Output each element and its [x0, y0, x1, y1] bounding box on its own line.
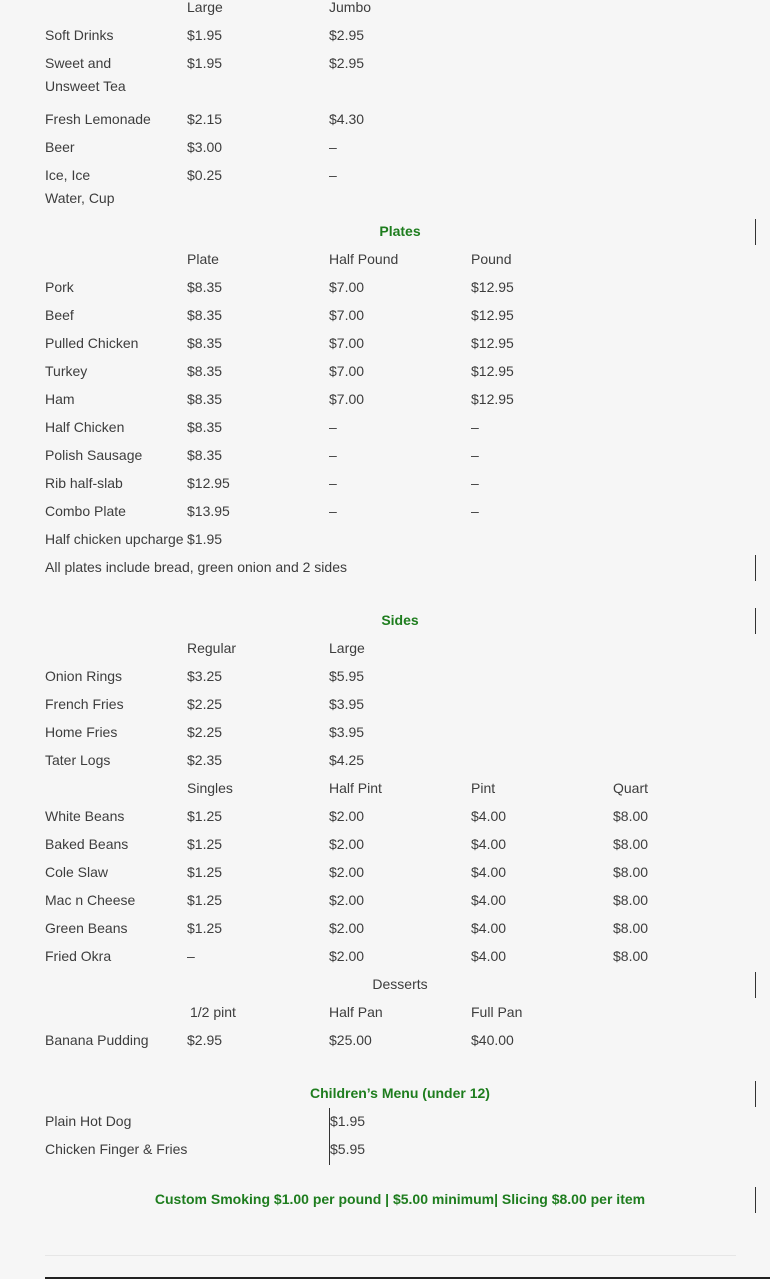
table-border [755, 608, 756, 634]
price-cell: – [471, 447, 479, 463]
column-header: Pint [471, 780, 496, 796]
item-name: Mac n Cheese [45, 892, 136, 908]
price-cell: $4.00 [471, 864, 507, 880]
item-name: Chicken Finger & Fries [45, 1141, 188, 1157]
price-cell: $2.95 [187, 1032, 223, 1048]
column-header: Regular [187, 640, 237, 656]
item-name: Ham [45, 391, 75, 407]
item-name: White Beans [45, 808, 125, 824]
children-table-divider [329, 1108, 330, 1165]
price-cell: $1.25 [187, 836, 223, 852]
price-cell: $3.95 [329, 724, 365, 740]
price-cell: $8.00 [613, 920, 649, 936]
price-cell: $8.00 [613, 892, 649, 908]
table-border [755, 1081, 756, 1107]
price-cell: $8.35 [187, 279, 223, 295]
price-cell: $8.35 [187, 335, 223, 351]
price-cell: – [187, 948, 195, 964]
price-cell: $1.25 [187, 892, 223, 908]
price-cell: $2.00 [329, 948, 365, 964]
price-cell: $4.00 [471, 948, 507, 964]
price-cell: $4.00 [471, 836, 507, 852]
item-name: Beer [45, 139, 75, 155]
section-title-desserts: Desserts [372, 976, 428, 992]
price-cell: $4.00 [471, 892, 507, 908]
price-cell: – [329, 167, 337, 183]
item-name: Rib half-slab [45, 475, 123, 491]
price-cell: $2.25 [187, 696, 223, 712]
table-border [755, 1187, 756, 1213]
price-cell: $25.00 [329, 1032, 372, 1048]
item-name: Fresh Lemonade [45, 111, 151, 127]
column-header: Jumbo [329, 0, 372, 15]
price-cell: – [471, 419, 479, 435]
column-header: Large [329, 640, 365, 656]
price-cell: $7.00 [329, 363, 365, 379]
price-cell: $2.00 [329, 864, 365, 880]
item-name: Green Beans [45, 920, 128, 936]
column-header: Quart [613, 780, 649, 796]
price-cell: $8.00 [613, 948, 649, 964]
price-cell: $8.00 [613, 864, 649, 880]
price-cell: $8.35 [187, 307, 223, 323]
price-cell: $8.00 [613, 836, 649, 852]
price-cell: $8.35 [187, 391, 223, 407]
price-cell: $7.00 [329, 307, 365, 323]
price-cell: – [329, 475, 337, 491]
price-cell: $8.00 [613, 808, 649, 824]
table-border [755, 972, 756, 998]
price-cell: $2.95 [329, 55, 365, 71]
item-name: Ice, Ice [45, 167, 91, 183]
price-cell: $4.25 [329, 752, 365, 768]
price-cell: $2.15 [187, 111, 223, 127]
item-name: Beef [45, 307, 74, 323]
table-border [755, 555, 756, 581]
price-cell: $5.95 [330, 1141, 366, 1157]
section-title-plates: Plates [379, 223, 421, 239]
price-cell: $2.35 [187, 752, 223, 768]
price-cell: $2.95 [329, 27, 365, 43]
item-name: Cole Slaw [45, 864, 109, 880]
custom-smoking-note: Custom Smoking $1.00 per pound | $5.00 minimum| Slicing $8.00 per item [154, 1191, 646, 1207]
price-cell: $1.25 [187, 808, 223, 824]
item-name: Half chicken upcharge [45, 531, 184, 547]
price-cell: $2.00 [329, 808, 365, 824]
price-cell: $1.95 [187, 27, 223, 43]
price-cell: $7.00 [329, 335, 365, 351]
price-cell: $2.00 [329, 836, 365, 852]
price-cell: – [471, 503, 479, 519]
price-cell: $4.30 [329, 111, 365, 127]
item-name: Plain Hot Dog [45, 1113, 132, 1129]
column-header: Plate [187, 251, 219, 267]
section-title-sides: Sides [381, 612, 419, 628]
plates-note: All plates include bread, green onion and 2 sides [45, 559, 347, 575]
item-name: Onion Rings [45, 668, 123, 684]
price-cell: $2.00 [329, 920, 365, 936]
price-cell: $12.95 [471, 363, 514, 379]
price-cell: $4.00 [471, 808, 507, 824]
item-name: Turkey [45, 363, 88, 379]
price-cell: $12.95 [471, 335, 514, 351]
item-name: Sweet and [45, 55, 112, 71]
item-name: Baked Beans [45, 836, 129, 852]
price-cell: $12.95 [471, 307, 514, 323]
item-name: Polish Sausage [45, 447, 143, 463]
table-border [755, 219, 756, 245]
item-name: Pork [45, 279, 74, 295]
price-cell: – [329, 447, 337, 463]
column-header: Full Pan [471, 1004, 523, 1020]
price-cell: $40.00 [471, 1032, 514, 1048]
item-name: French Fries [45, 696, 124, 712]
price-cell: $2.25 [187, 724, 223, 740]
price-cell: $1.95 [330, 1113, 366, 1129]
price-cell: $1.25 [187, 864, 223, 880]
item-name: Unsweet Tea [45, 78, 126, 94]
price-cell: $12.95 [471, 279, 514, 295]
price-cell: $3.00 [187, 139, 223, 155]
item-name: Banana Pudding [45, 1032, 149, 1048]
price-cell: $1.25 [187, 920, 223, 936]
item-name: Tater Logs [45, 752, 111, 768]
price-cell: $12.95 [187, 475, 230, 491]
item-name: Soft Drinks [45, 27, 114, 43]
price-cell: $1.95 [187, 531, 223, 547]
price-cell: – [329, 139, 337, 155]
price-cell: $8.35 [187, 363, 223, 379]
price-cell: $3.25 [187, 668, 223, 684]
item-name: Fried Okra [45, 948, 112, 964]
price-cell: $8.35 [187, 419, 223, 435]
column-header: Singles [187, 780, 233, 796]
price-cell: $0.25 [187, 167, 223, 183]
price-cell: $2.00 [329, 892, 365, 908]
column-header: Large [187, 0, 223, 15]
column-header: Half Pint [329, 780, 382, 796]
price-cell: $12.95 [471, 391, 514, 407]
price-cell: $3.95 [329, 696, 365, 712]
item-name: Combo Plate [45, 503, 126, 519]
column-header: Half Pan [329, 1004, 383, 1020]
price-cell: $7.00 [329, 279, 365, 295]
item-name: Pulled Chicken [45, 335, 139, 351]
divider [45, 1255, 736, 1256]
item-name: Water, Cup [45, 190, 115, 206]
price-cell: – [329, 419, 337, 435]
price-cell: $1.95 [187, 55, 223, 71]
column-header: Pound [471, 251, 512, 267]
price-cell: $7.00 [329, 391, 365, 407]
item-name: Half Chicken [45, 419, 125, 435]
price-cell: – [329, 503, 337, 519]
price-cell: $8.35 [187, 447, 223, 463]
price-cell: $5.95 [329, 668, 365, 684]
column-header: Half Pound [329, 251, 399, 267]
column-header: 1/2 pint [190, 1004, 236, 1020]
price-cell: $13.95 [187, 503, 230, 519]
price-cell: – [471, 475, 479, 491]
price-cell: $4.00 [471, 920, 507, 936]
section-title-children: Children’s Menu (under 12) [310, 1085, 490, 1101]
item-name: Home Fries [45, 724, 118, 740]
